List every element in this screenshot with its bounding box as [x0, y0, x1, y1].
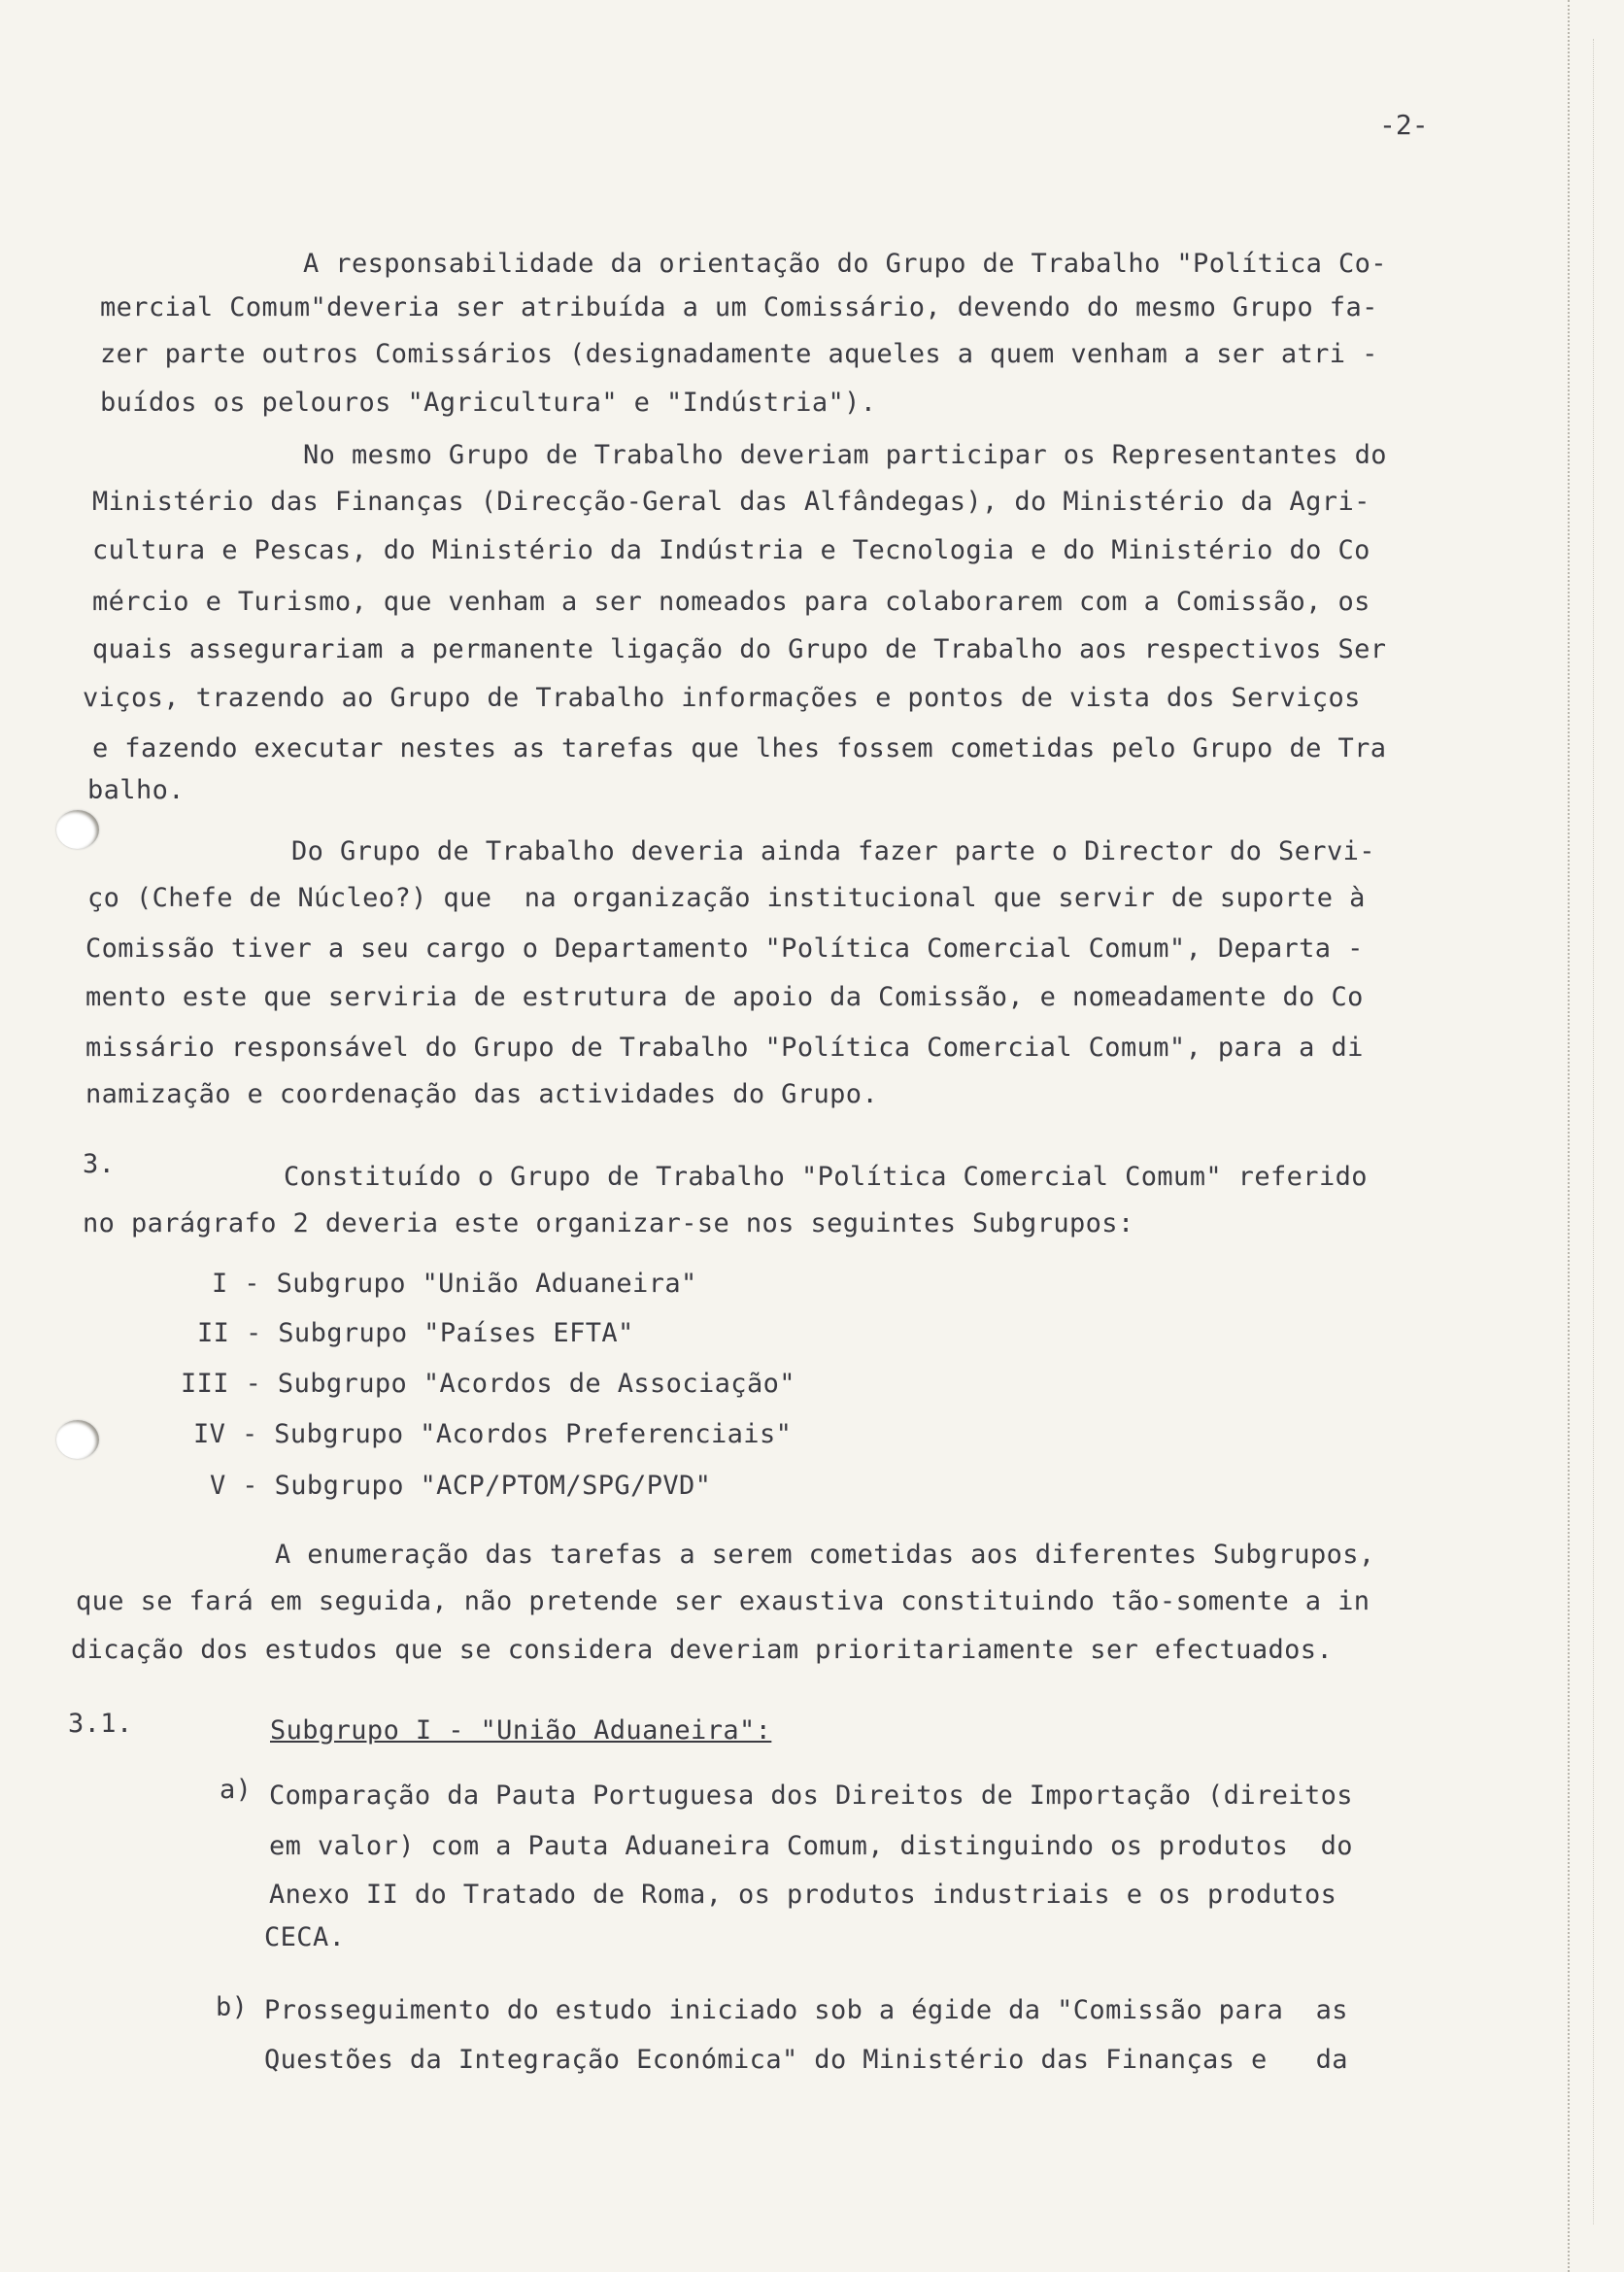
subgroup-item: III - Subgrupo "Acordos de Associação" [181, 1369, 795, 1399]
para2-line: cultura e Pescas, do Ministério da Indústria e Tecnologia e do Ministério do Co [92, 535, 1370, 565]
para1-line: A responsabilidade da orientação do Grupo de Trabalho "Política Co- [303, 249, 1387, 279]
page-number: -2- [1379, 109, 1429, 141]
para2-line: viços, trazendo ao Grupo de Trabalho informações e pontos de vista dos Serviços [83, 683, 1361, 713]
punch-hole-top [56, 810, 99, 849]
para2-line: Ministério das Finanças (Direcção-Geral das Alfândegas), do Ministério da Agri- [92, 487, 1370, 517]
para3-line: mento este que serviria de estrutura de apoio da Comissão, e nomeadamente do Co [85, 982, 1364, 1012]
para2-line: e fazendo executar nestes as tarefas que lhes fossem cometidas pelo Grupo de Tra [92, 733, 1387, 763]
section-number: 3. [83, 1149, 116, 1179]
section3-para-line: A enumeração das tarefas a serem cometidas aos diferentes Subgrupos, [275, 1540, 1375, 1570]
item-b-line: Questões da Integração Económica" do Ministério das Finanças e da [264, 2045, 1348, 2075]
subgroup-item: V - Subgrupo "ACP/PTOM/SPG/PVD" [210, 1471, 712, 1501]
para3-line: Do Grupo de Trabalho deveria ainda fazer parte o Director do Servi- [291, 836, 1375, 866]
page-edge-perforation [1568, 0, 1570, 2272]
para1-line: zer parte outros Comissários (designadamente aqueles a quem venham a ser atri - [100, 339, 1378, 369]
para3-line: missário responsável do Grupo de Trabalho "Política Comercial Comum", para a di [85, 1033, 1364, 1063]
section3-line: Constituído o Grupo de Trabalho "Política Comercial Comum" referido [284, 1162, 1368, 1192]
para2-line: mércio e Turismo, que venham a ser nomeados para colaborarem com a Comissão, os [92, 587, 1370, 617]
subsection-heading: Subgrupo I - "União Aduaneira": [270, 1715, 772, 1746]
item-b-label: b) [216, 1992, 249, 2022]
para3-line: namização e coordenação das actividades do Grupo. [85, 1079, 879, 1109]
page-edge-perforation-inner [1593, 39, 1594, 2224]
subsection-number: 3.1. [68, 1709, 133, 1739]
subgroup-item: IV - Subgrupo "Acordos Preferenciais" [193, 1419, 793, 1449]
para1-line: mercial Comum"deveria ser atribuída a um Comissário, devendo do mesmo Grupo fa- [100, 292, 1378, 322]
item-a-label: a) [220, 1775, 253, 1805]
para1-line: buídos os pelouros "Agricultura" e "Indústria"). [100, 388, 877, 418]
para2-line: quais assegurariam a permanente ligação do Grupo de Trabalho aos respectivos Ser [92, 634, 1387, 664]
item-b-line: Prosseguimento do estudo iniciado sob a égide da "Comissão para as [264, 1995, 1348, 2025]
item-a-line: CECA. [264, 1922, 346, 1952]
para2-line: balho. [87, 775, 185, 805]
subgroup-item: I - Subgrupo "União Aduaneira" [212, 1269, 697, 1299]
punch-hole-bottom [56, 1420, 99, 1459]
section3-para-line: dicação dos estudos que se considera deveriam prioritariamente ser efectuados. [71, 1635, 1334, 1665]
para2-line: No mesmo Grupo de Trabalho deveriam participar os Representantes do [303, 440, 1387, 470]
para3-line: ço (Chefe de Núcleo?) que na organização institucional que servir de suporte à [87, 883, 1366, 913]
section3-line: no parágrafo 2 deveria este organizar-se nos seguintes Subgrupos: [83, 1208, 1134, 1238]
para3-line: Comissão tiver a seu cargo o Departamento "Política Comercial Comum", Departa - [85, 933, 1364, 964]
section3-para-line: que se fará em seguida, não pretende ser exaustiva constituindo tão-somente a in [76, 1586, 1370, 1616]
item-a-line: em valor) com a Pauta Aduaneira Comum, distinguindo os produtos do [269, 1831, 1353, 1861]
item-a-line: Anexo II do Tratado de Roma, os produtos industriais e os produtos [269, 1880, 1337, 1910]
item-a-line: Comparação da Pauta Portuguesa dos Direitos de Importação (direitos [269, 1780, 1353, 1811]
subgroup-item: II - Subgrupo "Países EFTA" [197, 1318, 634, 1348]
